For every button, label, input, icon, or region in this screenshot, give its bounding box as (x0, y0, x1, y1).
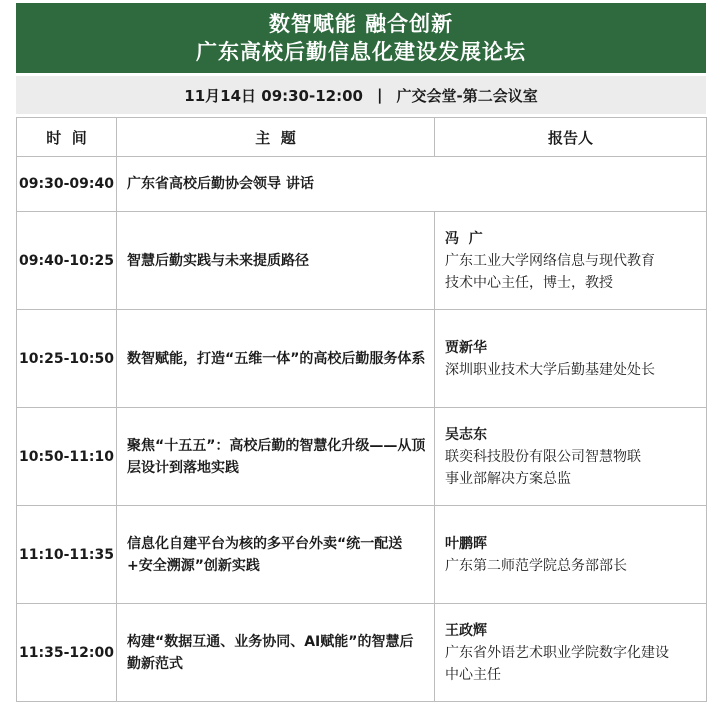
row-topic (117, 212, 435, 310)
table-row (17, 212, 707, 310)
topic-text: 信息化自建平台为核的多平台外卖“统一配送+安全溯源”创新实践 (127, 535, 403, 574)
table-header-row (17, 118, 707, 157)
speaker-title: 广东第二师范学院总务部部长 (445, 557, 627, 574)
speaker-name: 冯 广 (445, 230, 483, 247)
speaker-name: 贾新华 (445, 339, 487, 356)
speaker-name: 叶鹏晖 (445, 535, 487, 552)
title-line-2: 广东高校后勤信息化建设发展论坛 (196, 40, 526, 64)
table-row (17, 604, 707, 702)
speaker-title: 联奕科技股份有限公司智慧物联 (445, 448, 641, 465)
speaker-title: 技术中心主任，博士，教授 (445, 274, 613, 291)
row-time: 10:25-10:50 (17, 310, 117, 408)
row-time: 10:50-11:10 (17, 408, 117, 506)
session-date-time: 11月14日 09:30-12:00 (184, 86, 363, 105)
row-time: 09:30-09:40 (17, 157, 117, 212)
column-header-topic: 主 题 (117, 118, 435, 157)
forum-title-banner (16, 3, 706, 73)
topic-text: 数智赋能，打造“五维一体”的高校后勤服务体系 (127, 350, 426, 367)
column-header-speaker: 报告人 (435, 118, 707, 157)
agenda-table (16, 117, 707, 702)
row-topic (117, 157, 707, 212)
row-speaker (435, 212, 707, 310)
row-speaker (435, 310, 707, 408)
speaker-title: 广东省外语艺术职业学院数字化建设 (445, 644, 669, 661)
session-venue: 广交会堂-第二会议室 (396, 86, 538, 105)
topic-text: 广东省高校后勤协会领导 讲话 (127, 176, 314, 192)
topic-text: 智慧后勤实践与未来提质路径 (127, 252, 309, 269)
session-info-bar (16, 76, 706, 114)
table-row (17, 157, 707, 212)
speaker-name: 吴志东 (445, 426, 487, 443)
speaker-name: 王政辉 (445, 622, 487, 639)
row-topic (117, 408, 435, 506)
table-row (17, 408, 707, 506)
speaker-title: 广东工业大学网络信息与现代教育 (445, 252, 655, 269)
row-speaker (435, 604, 707, 702)
title-line-1: 数智赋能 融合创新 (268, 12, 454, 36)
column-header-time: 时 间 (17, 118, 117, 157)
table-row (17, 310, 707, 408)
row-time: 11:35-12:00 (17, 604, 117, 702)
speaker-title: 中心主任 (445, 666, 501, 683)
speaker-title: 事业部解决方案总监 (445, 470, 571, 487)
speaker-title: 深圳职业技术大学后勤基建处处长 (445, 361, 655, 378)
row-time: 11:10-11:35 (17, 506, 117, 604)
info-separator: | (376, 86, 383, 104)
row-speaker (435, 408, 707, 506)
row-speaker (435, 506, 707, 604)
topic-text: 构建“数据互通、业务协同、AI赋能”的智慧后勤新范式 (127, 633, 414, 672)
table-row (17, 506, 707, 604)
row-topic (117, 310, 435, 408)
topic-text: 聚焦“十五五”：高校后勤的智慧化升级——从顶层设计到落地实践 (127, 437, 426, 476)
row-topic (117, 604, 435, 702)
row-time: 09:40-10:25 (17, 212, 117, 310)
row-topic (117, 506, 435, 604)
